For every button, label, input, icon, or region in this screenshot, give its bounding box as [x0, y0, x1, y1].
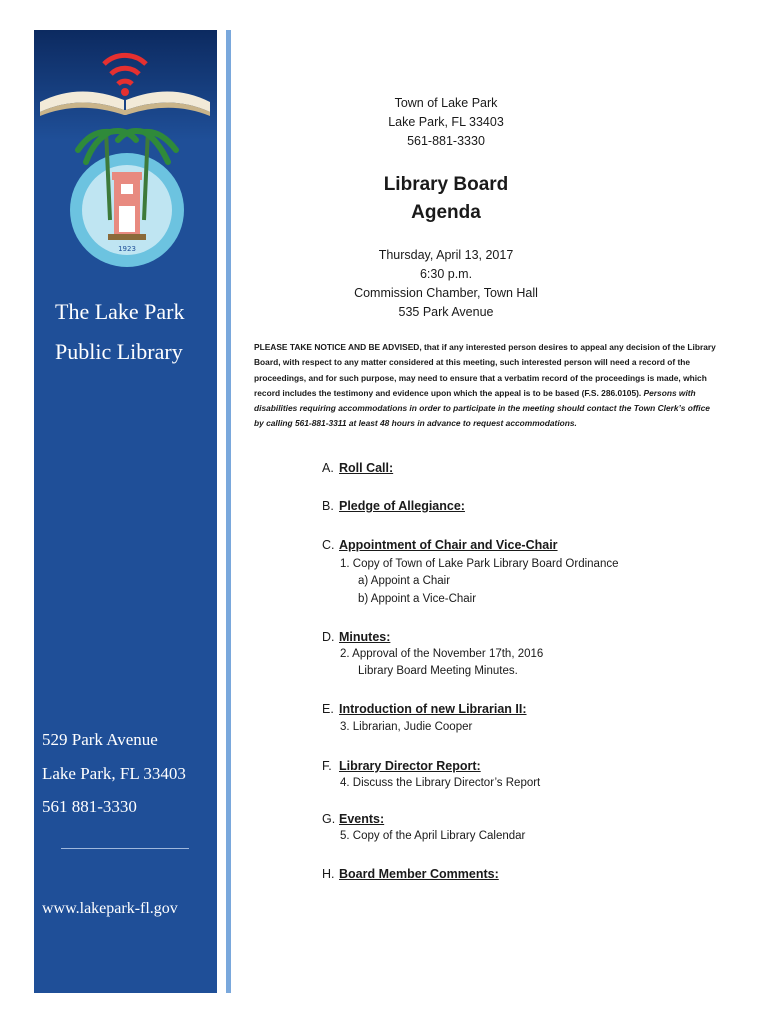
- town-header: [296, 94, 596, 151]
- agenda-item-a: [322, 459, 393, 477]
- website-link[interactable]: www.lakepark-fl.gov: [42, 900, 178, 917]
- meeting-date: Thursday, April 13, 2017: [378, 248, 514, 262]
- agenda-subitem: b) Appoint a Vice-Chair: [358, 593, 477, 605]
- sidebar-accent-line: [226, 30, 231, 993]
- agenda-heading: Introduction of new Librarian II:: [339, 702, 527, 716]
- library-name-line2: Public Library: [55, 339, 183, 364]
- seal-year: 1923: [118, 245, 136, 253]
- agenda-item-d: [322, 628, 390, 646]
- accessibility-notice: Persons with disabilities requiring accommodations in order to participate in the meeting should contact the Town Clerk’s office by calling 561-881-3311 at least 48 hours in advance to request accommodations.: [254, 387, 710, 429]
- town-phone: 561-881-3330: [407, 134, 485, 148]
- agenda-heading: Roll Call:: [339, 461, 394, 475]
- library-street-address: 529 Park Avenue: [42, 730, 158, 749]
- agenda-subitem: 5. Copy of the April Library Calendar: [340, 830, 526, 842]
- agenda-heading: Pledge of Allegiance:: [339, 499, 465, 513]
- agenda-item-b: [322, 497, 465, 515]
- library-sidebar: [34, 30, 217, 993]
- agenda-letter: F.: [322, 759, 332, 773]
- agenda-item-f: [322, 757, 481, 775]
- agenda-letter: G.: [322, 812, 336, 826]
- meeting-time: 6:30 p.m.: [419, 267, 473, 281]
- agenda-subitem: Library Board Meeting Minutes.: [358, 665, 518, 677]
- town-seal-icon: [66, 110, 188, 270]
- agenda-letter: C.: [322, 538, 335, 552]
- town-city-state: Lake Park, FL 33403: [388, 115, 504, 129]
- notice-text: PLEASE TAKE NOTICE AND BE ADVISED, that if any interested person desires to appeal any decision of the Library Board, with respect to any matter considered at this meeting, such interested person will need a record of the proceedings, and for such purpose, may need to ensure that a verbatim record of the proceedings is made, which record includes the testimony and evidence upon which the appeal is to be based (F.S. 286.0105).: [254, 342, 716, 398]
- library-name: [55, 292, 215, 372]
- meeting-address: 535 Park Avenue: [398, 305, 494, 319]
- meeting-location: Commission Chamber, Town Hall: [354, 286, 538, 300]
- agenda-subitem: 2. Approval of the November 17th, 2016: [340, 648, 544, 660]
- library-name-line1: The Lake Park: [55, 299, 185, 324]
- agenda-letter: E.: [322, 702, 334, 716]
- town-name: Town of Lake Park: [394, 96, 498, 110]
- agenda-letter: A.: [322, 461, 334, 475]
- library-city-state: Lake Park, FL 33403: [42, 764, 186, 783]
- page-title-line1: Library Board: [383, 174, 509, 195]
- legal-notice: [254, 340, 716, 432]
- agenda-subitem: 3. Librarian, Judie Cooper: [340, 721, 473, 733]
- sidebar-divider: [61, 848, 189, 849]
- agenda-heading: Library Director Report:: [339, 759, 481, 773]
- page-title-line2: Agenda: [411, 202, 481, 223]
- agenda-letter: B.: [322, 499, 334, 513]
- agenda-subitem: a) Appoint a Chair: [358, 575, 451, 587]
- library-phone: 561 881-3330: [42, 797, 137, 816]
- agenda-letter: D.: [322, 630, 335, 644]
- agenda-subitem: 4. Discuss the Library Director’s Report: [340, 777, 541, 789]
- agenda-letter: H.: [322, 867, 335, 881]
- agenda-item-c: [322, 536, 558, 554]
- agenda-item-e: [322, 700, 527, 718]
- agenda-item-h: [322, 865, 499, 883]
- agenda-item-g: [322, 810, 384, 828]
- meeting-details: [296, 246, 596, 322]
- agenda-subitem: 1. Copy of Town of Lake Park Library Board Ordinance: [340, 558, 619, 570]
- agenda-heading: Events:: [339, 812, 385, 826]
- agenda-heading: Minutes:: [339, 630, 391, 644]
- agenda-heading: Appointment of Chair and Vice-Chair: [339, 538, 558, 552]
- agenda-heading: Board Member Comments:: [339, 867, 499, 881]
